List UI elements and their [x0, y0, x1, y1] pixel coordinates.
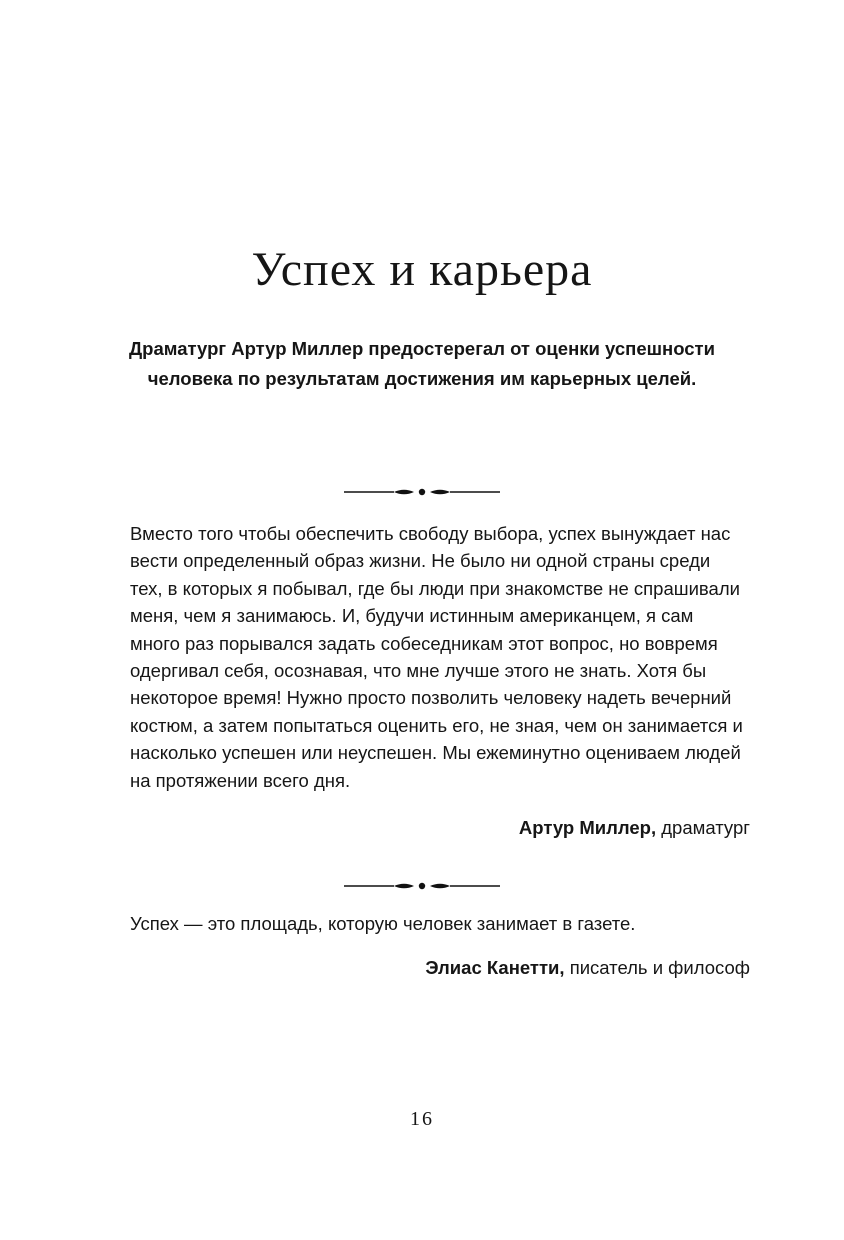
quote-line: тех, в которых я побывал, где бы люди при знакомстве не спрашивали [130, 577, 740, 599]
quote-canetti [130, 910, 760, 937]
lead-line: Драматург Артур Миллер предостерегал от оценки успешности [129, 338, 715, 359]
ornamental-divider-icon [344, 878, 500, 894]
quote-line: костюм, а затем попытаться оценить его, не зная, чем он занимается и [130, 714, 743, 736]
author-name: Артур Миллер, [518, 817, 657, 838]
ornamental-divider-icon [344, 484, 500, 500]
page-number: 16 [410, 1108, 434, 1130]
quote-line: меня, чем я занимаюсь. И, будучи истинным американцем, я сам [130, 605, 694, 627]
attribution-canetti [425, 954, 750, 982]
lead-paragraph [100, 334, 744, 394]
quote-line: на протяжении всего дня. [130, 769, 351, 791]
attribution-miller [519, 814, 750, 842]
quote-line: вести определенный образ жизни. Не было ни одной страны среди [130, 550, 711, 572]
quote-line: насколько успешен или неуспешен. Мы ежеминутно оцениваем людей [130, 742, 741, 764]
quote-line: одергивал себя, осознавая, что мне лучше этого не знать. Хотя бы [130, 660, 707, 682]
quote-line: Успех — это площадь, которую человек занимает в газете. [130, 913, 636, 934]
page-title: Успех и карьера [251, 243, 593, 296]
lead-line: человека по результатам достижения им карьерных целей. [147, 368, 697, 389]
author-role: писатель и философ [564, 957, 750, 978]
quote-line: много раз порывался задать собеседникам этот вопрос, но вовремя [130, 632, 718, 654]
author-role: драматург [656, 817, 750, 838]
quote-miller [130, 520, 760, 794]
author-name: Элиас Канетти, [425, 957, 565, 978]
quote-line: некоторое время! Нужно просто позволить человеку надеть вечерний [130, 687, 732, 709]
quote-line: Вместо того чтобы обеспечить свободу выбора, успех вынуждает нас [130, 523, 731, 544]
